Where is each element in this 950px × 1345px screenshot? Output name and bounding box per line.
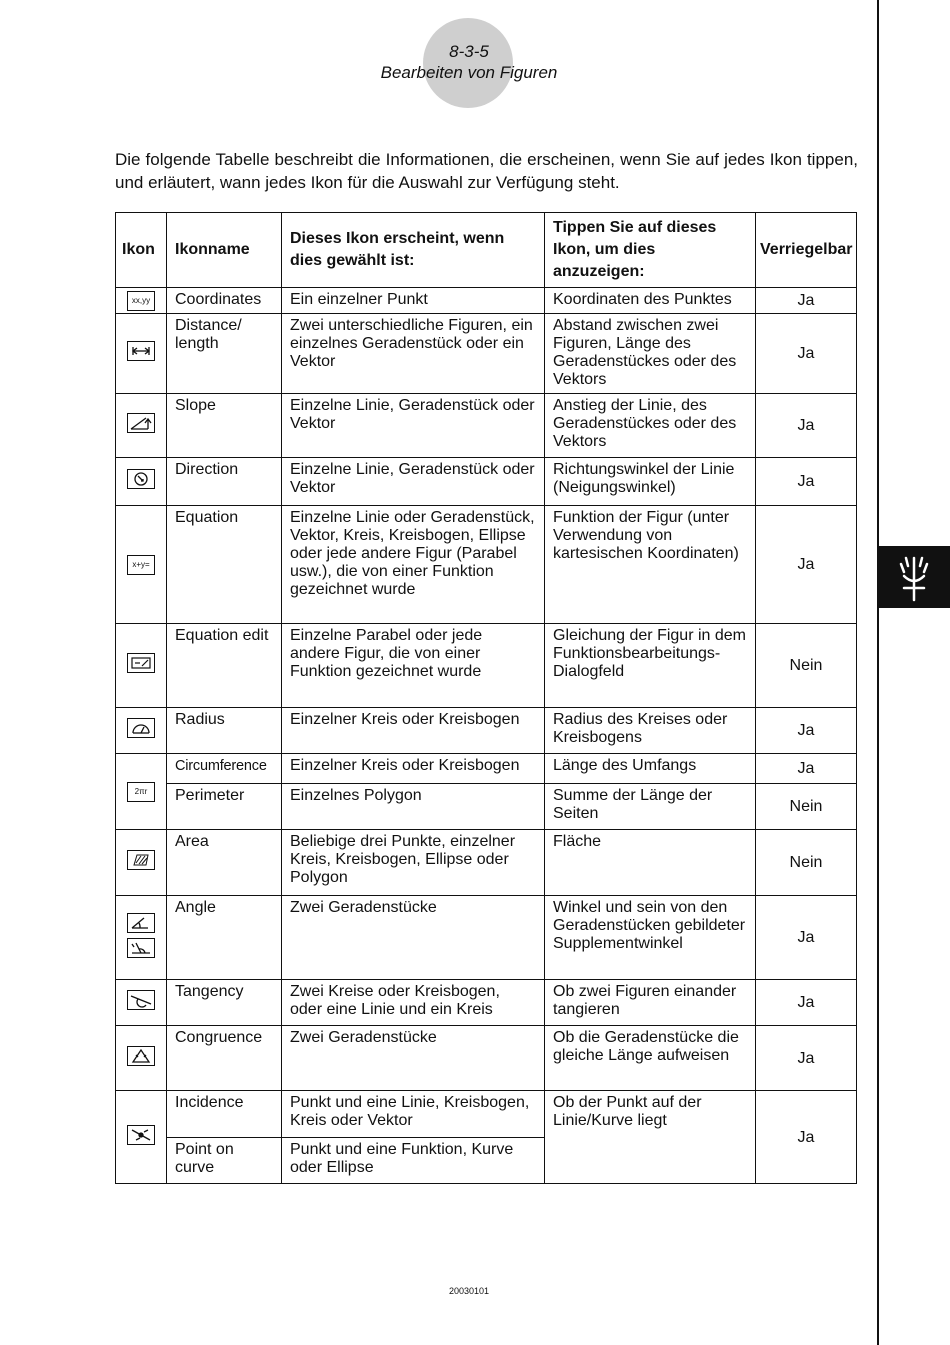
tap-cell: Koordinaten des Punktes (545, 288, 756, 314)
tap-cell: Richtungswinkel der Linie (Neigungswinkel) (545, 458, 756, 506)
icon-name-cell: Congruence (167, 1026, 282, 1091)
tap-cell: Ob der Punkt auf der Linie/Kurve liegt (545, 1091, 756, 1184)
incidence-icon[interactable] (127, 1125, 155, 1145)
lockable-cell: Nein (756, 784, 857, 830)
icon-name-cell: Direction (167, 458, 282, 506)
lockable-cell: Ja (756, 458, 857, 506)
appears-cell: Einzelnes Polygon (282, 784, 545, 830)
appears-cell: Einzelner Kreis oder Kreisbogen (282, 754, 545, 784)
footer-code: 20030101 (448, 1286, 490, 1296)
lockable-cell: Ja (756, 1026, 857, 1091)
icon-name-cell: Equation (167, 506, 282, 624)
appears-cell: Zwei unterschiedliche Figuren, ein einzelnes Geradenstück oder ein Vektor (282, 314, 545, 394)
direction-icon[interactable] (127, 469, 155, 489)
icon-name-cell: Tangency (167, 980, 282, 1026)
table-row (116, 314, 857, 394)
supplementary-angle-icon[interactable] (127, 938, 155, 958)
coordinates-icon[interactable]: xx,yy (127, 291, 155, 311)
appears-cell: Zwei Geradenstücke (282, 896, 545, 980)
lockable-cell: Ja (756, 288, 857, 314)
lockable-cell: Ja (756, 980, 857, 1026)
appears-cell: Ein einzelner Punkt (282, 288, 545, 314)
tap-cell: Ob zwei Figuren einander tangieren (545, 980, 756, 1026)
tap-cell: Abstand zwischen zwei Figuren, Länge des Geradenstückes oder des Vektors (545, 314, 756, 394)
icon-name-cell: Point on curve (167, 1138, 282, 1184)
radius-icon[interactable] (127, 718, 155, 738)
slope-icon[interactable] (127, 413, 155, 433)
col-header-appears: Dieses Ikon erscheint, wenn dies gewählt ist: (282, 213, 545, 288)
lockable-cell: Ja (756, 314, 857, 394)
table-row (116, 784, 857, 830)
tap-cell: Fläche (545, 830, 756, 896)
lockable-cell: Nein (756, 624, 857, 708)
icon-name-cell: Slope (167, 394, 282, 458)
icon-name-cell: Radius (167, 708, 282, 754)
tangency-icon[interactable] (127, 990, 155, 1010)
icon-name-cell: Coordinates (167, 288, 282, 314)
icon-name-cell: Circumference (167, 754, 282, 784)
tap-cell: Winkel und sein von den Geradenstücken gebildeter Supplementwinkel (545, 896, 756, 980)
icon-name-cell: Incidence (167, 1091, 282, 1138)
appears-cell: Zwei Geradenstücke (282, 1026, 545, 1091)
table-row (116, 708, 857, 754)
appears-cell: Einzelne Parabel oder jede andere Figur, die von einer Funktion gezeichnet wurde (282, 624, 545, 708)
equation-edit-icon[interactable] (127, 653, 155, 673)
table-row (116, 896, 857, 980)
congruence-icon[interactable] (127, 1046, 155, 1066)
tap-cell: Anstieg der Linie, des Geradenstückes oder des Vektors (545, 394, 756, 458)
table-row (116, 458, 857, 506)
table-row (116, 506, 857, 624)
appears-cell: Punkt und eine Funktion, Kurve oder Ellipse (282, 1138, 545, 1184)
appears-cell: Einzelne Linie, Geradenstück oder Vektor (282, 458, 545, 506)
equation-icon[interactable]: x+y= (127, 555, 155, 575)
tap-cell: Länge des Umfangs (545, 754, 756, 784)
appears-cell: Zwei Kreise oder Kreisbogen, oder eine Linie und ein Kreis (282, 980, 545, 1026)
lockable-cell: Nein (756, 830, 857, 896)
geometry-tab-icon (897, 552, 931, 602)
col-header-lockable: Verriegelbar (756, 213, 857, 288)
lockable-cell: Ja (756, 896, 857, 980)
table-row (116, 624, 857, 708)
appears-cell: Einzelne Linie, Geradenstück oder Vektor (282, 394, 545, 458)
tap-cell: Summe der Länge der Seiten (545, 784, 756, 830)
table-row (116, 830, 857, 896)
lockable-cell: Ja (756, 506, 857, 624)
area-icon[interactable] (127, 850, 155, 870)
appears-cell: Beliebige drei Punkte, einzelner Kreis, Kreisbogen, Ellipse oder Polygon (282, 830, 545, 896)
table-header-row (116, 213, 857, 288)
icon-name-cell: Angle (167, 896, 282, 980)
col-header-icon: Ikon (116, 213, 167, 288)
angle-icon[interactable] (127, 913, 155, 933)
table-row (116, 1026, 857, 1091)
icon-table (115, 212, 857, 1184)
chapter-tab (879, 546, 950, 608)
tap-cell: Ob die Geradenstücke die gleiche Länge aufweisen (545, 1026, 756, 1091)
lockable-cell: Ja (756, 394, 857, 458)
table-row (116, 754, 857, 784)
intro-paragraph: Die folgende Tabelle beschreibt die Informationen, die erscheinen, wenn Sie auf jedes Ikon tippen, und erläutert, wann jedes Ikon für die Auswahl zur Verfügung steht. (115, 150, 858, 192)
tap-cell: Funktion der Figur (unter Verwendung von kartesischen Koordinaten) (545, 506, 756, 624)
table-row (116, 288, 857, 314)
distance-icon[interactable] (127, 341, 155, 361)
icon-name-cell: Perimeter (167, 784, 282, 830)
circumference-icon[interactable]: 2πr (127, 782, 155, 802)
table-row (116, 980, 857, 1026)
page-number: 8-3-5 (449, 42, 489, 61)
icon-name-cell: Area (167, 830, 282, 896)
table-row (116, 1091, 857, 1138)
lockable-cell: Ja (756, 1091, 857, 1184)
page-title: Bearbeiten von Figuren (380, 63, 558, 82)
appears-cell: Punkt und eine Linie, Kreisbogen, Kreis oder Vektor (282, 1091, 545, 1138)
icon-name-cell: Equation edit (167, 624, 282, 708)
lockable-cell: Ja (756, 708, 857, 754)
tap-cell: Gleichung der Figur in dem Funktionsbearbeitungs-Dialogfeld (545, 624, 756, 708)
appears-cell: Einzelner Kreis oder Kreisbogen (282, 708, 545, 754)
col-header-tap: Tippen Sie auf dieses Ikon, um dies anzuzeigen: (545, 213, 756, 288)
appears-cell: Einzelne Linie oder Geradenstück, Vektor, Kreis, Kreisbogen, Ellipse oder jede andere Figur (Parabel usw.), die von einer Funktion gezeichnet wurde (282, 506, 545, 624)
col-header-name: Ikonname (167, 213, 282, 288)
table-row (116, 394, 857, 458)
lockable-cell: Ja (756, 754, 857, 784)
tap-cell: Radius des Kreises oder Kreisbogens (545, 708, 756, 754)
right-margin-rule (877, 0, 879, 1345)
icon-name-cell: Distance/ length (167, 314, 282, 394)
